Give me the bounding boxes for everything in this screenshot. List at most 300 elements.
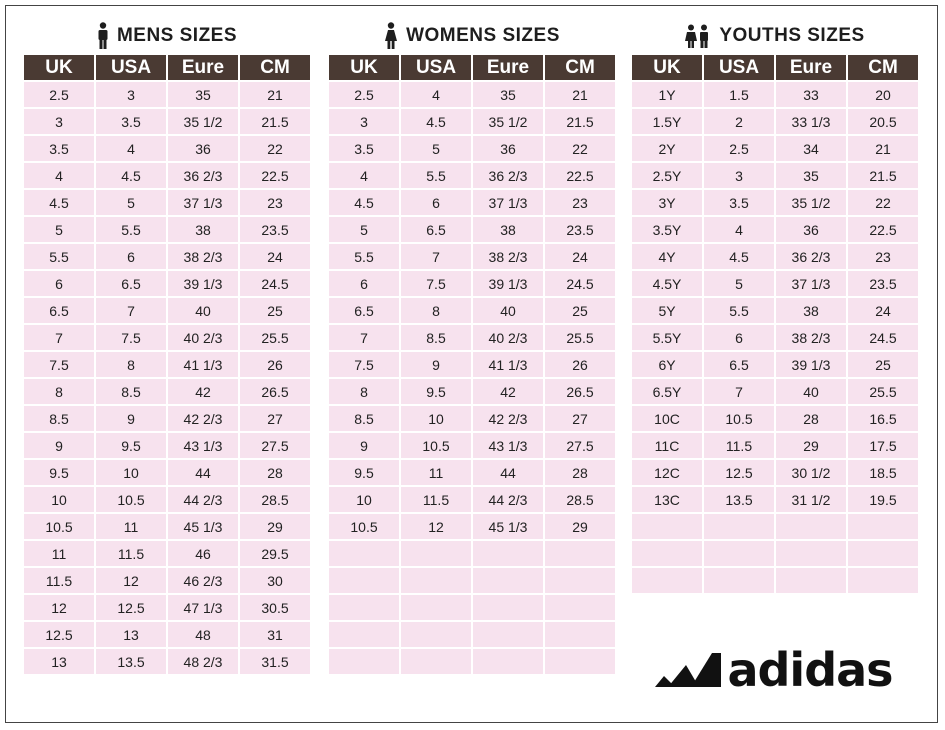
- table-cell: 8.5: [329, 406, 399, 431]
- table-cell: 3Y: [632, 190, 702, 215]
- table-cell: 9.5: [401, 379, 471, 404]
- table-row: [24, 595, 310, 620]
- section-title: [22, 20, 312, 52]
- table-cell: 25.5: [848, 379, 918, 404]
- table-cell: 10: [401, 406, 471, 431]
- table-cell: 25.5: [240, 325, 310, 350]
- column-header: UK: [632, 55, 702, 80]
- table-cell: 28.5: [240, 487, 310, 512]
- table-cell: 23.5: [240, 217, 310, 242]
- table-cell: 12.5: [24, 622, 94, 647]
- table-cell: 27.5: [240, 433, 310, 458]
- table-cell: 2.5: [704, 136, 774, 161]
- table-cell: 42 2/3: [473, 406, 543, 431]
- section-title: [630, 20, 920, 52]
- table-row: [632, 163, 918, 188]
- table-cell: 6.5: [704, 352, 774, 377]
- table-cell: [473, 595, 543, 620]
- table-cell: 3: [96, 82, 166, 107]
- table-row: [24, 82, 310, 107]
- table-cell: 22.5: [848, 217, 918, 242]
- table-cell: 21.5: [545, 109, 615, 134]
- table-cell: 36 2/3: [776, 244, 846, 269]
- table-row: [632, 541, 918, 566]
- table-cell: 28.5: [545, 487, 615, 512]
- table-cell: 46 2/3: [168, 568, 238, 593]
- table-cell: 29: [240, 514, 310, 539]
- table-row: [329, 622, 615, 647]
- table-cell: 5: [96, 190, 166, 215]
- man-icon: [97, 22, 109, 50]
- table-cell: 43 1/3: [473, 433, 543, 458]
- table-cell: [329, 622, 399, 647]
- table-row: [24, 406, 310, 431]
- table-cell: 24: [848, 298, 918, 323]
- table-cell: 8: [329, 379, 399, 404]
- table-cell: 45 1/3: [473, 514, 543, 539]
- table-cell: 23: [848, 244, 918, 269]
- table-row: [329, 595, 615, 620]
- table-cell: 3: [24, 109, 94, 134]
- table-row: [24, 325, 310, 350]
- table-cell: 44 2/3: [473, 487, 543, 512]
- table-cell: 34: [776, 136, 846, 161]
- table-cell: 35 1/2: [473, 109, 543, 134]
- table-cell: 16.5: [848, 406, 918, 431]
- table-row: [24, 352, 310, 377]
- table-row: [632, 109, 918, 134]
- table-cell: 20.5: [848, 109, 918, 134]
- table-cell: [848, 541, 918, 566]
- table-row: [329, 649, 615, 674]
- table-cell: 27.5: [545, 433, 615, 458]
- table-cell: 12.5: [704, 460, 774, 485]
- table-row: [24, 217, 310, 242]
- woman-icon: [384, 22, 398, 50]
- table-cell: 44 2/3: [168, 487, 238, 512]
- table-cell: 6: [329, 271, 399, 296]
- table-cell: 2: [704, 109, 774, 134]
- table-cell: 35: [776, 163, 846, 188]
- table-cell: 4: [401, 82, 471, 107]
- table-row: [24, 568, 310, 593]
- table-cell: 25: [545, 298, 615, 323]
- table-cell: 11.5: [24, 568, 94, 593]
- table-cell: 30 1/2: [776, 460, 846, 485]
- table-cell: 22.5: [545, 163, 615, 188]
- table-cell: 36: [168, 136, 238, 161]
- table-cell: 13: [96, 622, 166, 647]
- table-cell: 9.5: [24, 460, 94, 485]
- table-cell: [545, 595, 615, 620]
- table-cell: [329, 568, 399, 593]
- table-cell: 26: [240, 352, 310, 377]
- table-cell: 6: [24, 271, 94, 296]
- table-cell: 8.5: [401, 325, 471, 350]
- table-cell: 29.5: [240, 541, 310, 566]
- table-cell: 42 2/3: [168, 406, 238, 431]
- table-cell: [329, 541, 399, 566]
- table-cell: 37 1/3: [168, 190, 238, 215]
- table-row: [632, 271, 918, 296]
- table-cell: 37 1/3: [473, 190, 543, 215]
- table-cell: 11: [401, 460, 471, 485]
- column-header: CM: [848, 55, 918, 80]
- table-cell: 21: [240, 82, 310, 107]
- table-cell: 7.5: [96, 325, 166, 350]
- table-cell: 26: [545, 352, 615, 377]
- table-cell: 4Y: [632, 244, 702, 269]
- children-icon: [685, 24, 711, 48]
- table-cell: 12.5: [96, 595, 166, 620]
- table-cell: 35 1/2: [168, 109, 238, 134]
- table-cell: 2.5: [24, 82, 94, 107]
- table-row: [329, 82, 615, 107]
- table-cell: 21: [545, 82, 615, 107]
- table-cell: 5.5: [401, 163, 471, 188]
- table-cell: 2Y: [632, 136, 702, 161]
- table-cell: 9: [24, 433, 94, 458]
- table-cell: 24.5: [240, 271, 310, 296]
- table-cell: 5.5: [329, 244, 399, 269]
- table-cell: [473, 541, 543, 566]
- table-cell: 5.5: [96, 217, 166, 242]
- table-row: [24, 379, 310, 404]
- table-cell: 10.5: [24, 514, 94, 539]
- table-cell: [632, 514, 702, 539]
- table-cell: 1.5: [704, 82, 774, 107]
- table-cell: 21.5: [240, 109, 310, 134]
- table-cell: 6Y: [632, 352, 702, 377]
- size-table: [327, 53, 617, 676]
- table-cell: [704, 568, 774, 593]
- table-cell: 4: [704, 217, 774, 242]
- table-cell: [473, 568, 543, 593]
- size-table: [22, 53, 312, 676]
- table-row: [24, 298, 310, 323]
- table-row: [632, 568, 918, 593]
- table-row: [329, 514, 615, 539]
- table-cell: [473, 649, 543, 674]
- table-cell: 1Y: [632, 82, 702, 107]
- table-row: [329, 487, 615, 512]
- table-cell: 24.5: [545, 271, 615, 296]
- table-row: [24, 433, 310, 458]
- table-cell: 25: [240, 298, 310, 323]
- table-cell: 21: [848, 136, 918, 161]
- table-cell: 41 1/3: [168, 352, 238, 377]
- table-cell: 5: [704, 271, 774, 296]
- column-header: CM: [545, 55, 615, 80]
- table-cell: 26.5: [240, 379, 310, 404]
- table-row: [632, 406, 918, 431]
- table-cell: 13.5: [704, 487, 774, 512]
- table-cell: 8.5: [96, 379, 166, 404]
- table-row: [329, 460, 615, 485]
- table-cell: 9.5: [329, 460, 399, 485]
- table-cell: 18.5: [848, 460, 918, 485]
- table-cell: 7: [401, 244, 471, 269]
- table-row: [632, 352, 918, 377]
- section-title-text: MENS SIZES: [116, 25, 238, 46]
- table-row: [24, 271, 310, 296]
- table-cell: 10: [96, 460, 166, 485]
- table-row: [24, 190, 310, 215]
- table-cell: [473, 622, 543, 647]
- section-title-text: YOUTHS SIZES: [719, 25, 865, 46]
- table-cell: 36 2/3: [473, 163, 543, 188]
- table-cell: 9: [329, 433, 399, 458]
- table-cell: 2.5: [329, 82, 399, 107]
- table-cell: 36: [473, 136, 543, 161]
- table-cell: 3.5: [24, 136, 94, 161]
- table-cell: [704, 514, 774, 539]
- table-cell: 26.5: [545, 379, 615, 404]
- table-cell: 4.5: [24, 190, 94, 215]
- table-cell: 24: [545, 244, 615, 269]
- table-row: [24, 622, 310, 647]
- table-cell: 48: [168, 622, 238, 647]
- table-row: [329, 433, 615, 458]
- table-cell: [545, 649, 615, 674]
- table-cell: 38 2/3: [473, 244, 543, 269]
- table-row: [632, 298, 918, 323]
- table-row: [24, 244, 310, 269]
- table-cell: 28: [240, 460, 310, 485]
- adidas-stripes-icon: [655, 653, 721, 687]
- table-cell: 31 1/2: [776, 487, 846, 512]
- brand-name: adidas: [727, 643, 893, 697]
- table-row: [329, 136, 615, 161]
- table-cell: [401, 541, 471, 566]
- table-cell: 10.5: [401, 433, 471, 458]
- table-cell: 28: [545, 460, 615, 485]
- table-cell: 24.5: [848, 325, 918, 350]
- table-cell: 22.5: [240, 163, 310, 188]
- table-cell: 33: [776, 82, 846, 107]
- table-cell: 31.5: [240, 649, 310, 674]
- table-row: [24, 460, 310, 485]
- table-row: [24, 487, 310, 512]
- table-cell: 41 1/3: [473, 352, 543, 377]
- table-cell: [401, 649, 471, 674]
- table-cell: 7: [329, 325, 399, 350]
- table-cell: [401, 568, 471, 593]
- table-cell: 8: [401, 298, 471, 323]
- table-cell: 23.5: [545, 217, 615, 242]
- table-cell: 1.5Y: [632, 109, 702, 134]
- table-cell: 31: [240, 622, 310, 647]
- table-cell: 13C: [632, 487, 702, 512]
- youths-sizes-section: [630, 20, 920, 595]
- table-row: [632, 433, 918, 458]
- table-cell: 8: [24, 379, 94, 404]
- table-cell: 37 1/3: [776, 271, 846, 296]
- table-cell: [329, 649, 399, 674]
- table-cell: 21.5: [848, 163, 918, 188]
- table-cell: 6.5: [96, 271, 166, 296]
- table-cell: 6.5: [329, 298, 399, 323]
- table-cell: 5Y: [632, 298, 702, 323]
- table-cell: 42: [168, 379, 238, 404]
- table-cell: 10.5: [704, 406, 774, 431]
- table-row: [632, 82, 918, 107]
- table-cell: 4: [96, 136, 166, 161]
- table-cell: 19.5: [848, 487, 918, 512]
- table-cell: 3.5: [96, 109, 166, 134]
- table-cell: 29: [776, 433, 846, 458]
- table-cell: 30: [240, 568, 310, 593]
- table-cell: 11.5: [96, 541, 166, 566]
- table-row: [329, 406, 615, 431]
- table-row: [24, 163, 310, 188]
- table-cell: 11: [96, 514, 166, 539]
- table-cell: 7.5: [329, 352, 399, 377]
- table-cell: 11: [24, 541, 94, 566]
- table-cell: [329, 595, 399, 620]
- table-cell: 7: [24, 325, 94, 350]
- table-cell: 43 1/3: [168, 433, 238, 458]
- table-cell: [776, 568, 846, 593]
- table-cell: 38: [168, 217, 238, 242]
- table-cell: 5: [24, 217, 94, 242]
- table-cell: [401, 622, 471, 647]
- column-header: CM: [240, 55, 310, 80]
- table-cell: 12: [401, 514, 471, 539]
- table-cell: 40 2/3: [168, 325, 238, 350]
- table-cell: 2.5Y: [632, 163, 702, 188]
- table-row: [329, 325, 615, 350]
- table-cell: 7.5: [401, 271, 471, 296]
- table-cell: 47 1/3: [168, 595, 238, 620]
- table-cell: 13.5: [96, 649, 166, 674]
- table-row: [24, 649, 310, 674]
- table-cell: [776, 514, 846, 539]
- table-cell: 10C: [632, 406, 702, 431]
- table-cell: 33 1/3: [776, 109, 846, 134]
- table-cell: 4.5: [704, 244, 774, 269]
- table-cell: 11.5: [401, 487, 471, 512]
- table-cell: 5.5: [704, 298, 774, 323]
- table-cell: 28: [776, 406, 846, 431]
- table-cell: 40: [473, 298, 543, 323]
- column-header: Eure: [776, 55, 846, 80]
- table-cell: 8: [96, 352, 166, 377]
- table-cell: 44: [473, 460, 543, 485]
- table-cell: 3.5Y: [632, 217, 702, 242]
- table-cell: 20: [848, 82, 918, 107]
- table-cell: 44: [168, 460, 238, 485]
- table-row: [24, 136, 310, 161]
- table-cell: 45 1/3: [168, 514, 238, 539]
- table-cell: 35: [168, 82, 238, 107]
- table-cell: 12C: [632, 460, 702, 485]
- table-row: [632, 136, 918, 161]
- table-cell: 6: [96, 244, 166, 269]
- table-row: [24, 541, 310, 566]
- table-cell: 27: [545, 406, 615, 431]
- table-row: [329, 190, 615, 215]
- table-cell: 39 1/3: [168, 271, 238, 296]
- table-cell: 4.5Y: [632, 271, 702, 296]
- table-row: [329, 109, 615, 134]
- table-cell: [704, 541, 774, 566]
- table-cell: 8.5: [24, 406, 94, 431]
- table-row: [329, 244, 615, 269]
- table-cell: 6.5: [401, 217, 471, 242]
- table-cell: [545, 622, 615, 647]
- table-cell: 48 2/3: [168, 649, 238, 674]
- table-cell: 11.5: [704, 433, 774, 458]
- table-cell: 10: [329, 487, 399, 512]
- table-cell: 35: [473, 82, 543, 107]
- table-cell: 5.5: [24, 244, 94, 269]
- column-header: USA: [704, 55, 774, 80]
- table-cell: 38: [776, 298, 846, 323]
- table-cell: 9: [401, 352, 471, 377]
- table-row: [632, 217, 918, 242]
- table-cell: 38 2/3: [776, 325, 846, 350]
- table-row: [329, 271, 615, 296]
- table-cell: [632, 541, 702, 566]
- table-cell: 4.5: [401, 109, 471, 134]
- table-cell: 3: [329, 109, 399, 134]
- table-cell: 42: [473, 379, 543, 404]
- table-cell: 30.5: [240, 595, 310, 620]
- table-cell: 9.5: [96, 433, 166, 458]
- table-cell: 4.5: [329, 190, 399, 215]
- table-cell: 35 1/2: [776, 190, 846, 215]
- table-cell: 27: [240, 406, 310, 431]
- table-cell: [545, 568, 615, 593]
- table-cell: 40 2/3: [473, 325, 543, 350]
- table-row: [329, 568, 615, 593]
- table-row: [24, 109, 310, 134]
- table-cell: 5: [401, 136, 471, 161]
- table-cell: 3.5: [704, 190, 774, 215]
- table-row: [24, 514, 310, 539]
- column-header: Eure: [168, 55, 238, 80]
- table-cell: [401, 595, 471, 620]
- table-cell: 12: [96, 568, 166, 593]
- table-cell: 4: [24, 163, 94, 188]
- mens-sizes-section: [22, 20, 312, 676]
- table-cell: [848, 568, 918, 593]
- table-cell: 25.5: [545, 325, 615, 350]
- table-cell: 36 2/3: [168, 163, 238, 188]
- table-cell: [776, 541, 846, 566]
- table-row: [329, 217, 615, 242]
- table-cell: 9: [96, 406, 166, 431]
- table-cell: 40: [168, 298, 238, 323]
- table-row: [632, 487, 918, 512]
- table-cell: 6.5: [24, 298, 94, 323]
- table-cell: 7: [96, 298, 166, 323]
- table-cell: 10.5: [96, 487, 166, 512]
- table-row: [632, 460, 918, 485]
- table-cell: 7.5: [24, 352, 94, 377]
- table-cell: 24: [240, 244, 310, 269]
- table-cell: 23: [545, 190, 615, 215]
- table-row: [632, 244, 918, 269]
- column-header: UK: [24, 55, 94, 80]
- table-row: [329, 541, 615, 566]
- table-cell: 10.5: [329, 514, 399, 539]
- table-cell: 5.5Y: [632, 325, 702, 350]
- adidas-logo: [636, 635, 912, 705]
- table-cell: 39 1/3: [776, 352, 846, 377]
- table-cell: 7: [704, 379, 774, 404]
